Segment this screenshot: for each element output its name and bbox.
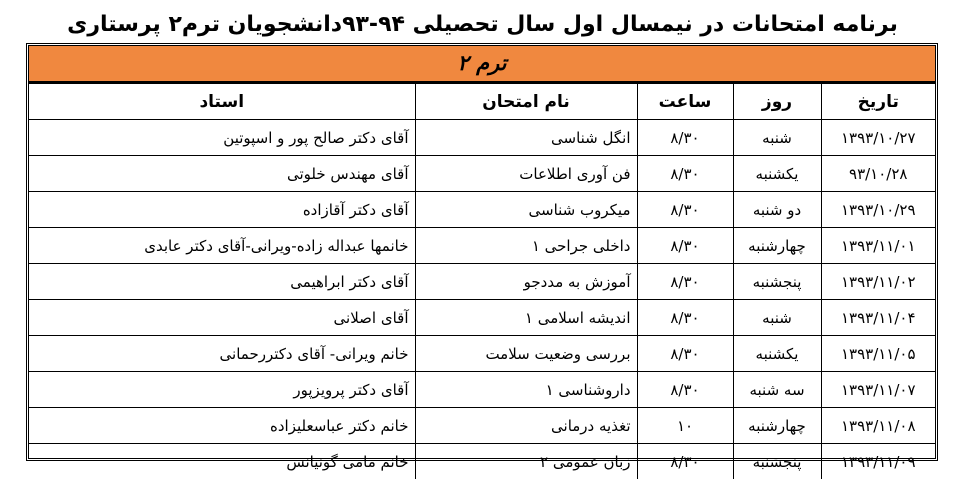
cell-exam: بررسی وضعیت سلامت [415, 336, 637, 372]
cell-exam: انگل شناسی [415, 120, 637, 156]
cell-teacher: آقای دکتر ابراهیمی [29, 264, 415, 300]
table-row [29, 192, 935, 228]
table-row [29, 228, 935, 264]
cell-time: ۸/۳۰ [637, 156, 733, 192]
cell-teacher: خانمها عبداله زاده-ویرانی-آقای دکتر عابدی [29, 228, 415, 264]
cell-time: ۸/۳۰ [637, 192, 733, 228]
cell-time: ۸/۳۰ [637, 444, 733, 480]
cell-day: چهارشنبه [733, 408, 821, 444]
cell-teacher: آقای مهندس خلوتی [29, 156, 415, 192]
header-day: روز [733, 84, 821, 120]
cell-teacher: آقای دکتر پرویزپور [29, 372, 415, 408]
table-row [29, 120, 935, 156]
header-time: ساعت [637, 84, 733, 120]
cell-exam: میکروب شناسی [415, 192, 637, 228]
header-date: تاریخ [821, 84, 935, 120]
cell-teacher: آقای دکتر صالح پور و اسپوتین [29, 120, 415, 156]
cell-exam: داروشناسی ۱ [415, 372, 637, 408]
cell-time: ۸/۳۰ [637, 336, 733, 372]
exam-schedule-table [29, 84, 935, 479]
cell-time: ۸/۳۰ [637, 372, 733, 408]
cell-exam: داخلی جراحی ۱ [415, 228, 637, 264]
cell-exam: فن آوری اطلاعات [415, 156, 637, 192]
cell-date: ۱۳۹۳/۱۰/۲۹ [821, 192, 935, 228]
cell-day: یکشنبه [733, 336, 821, 372]
cell-day: پنجشنبه [733, 444, 821, 480]
cell-date: ۱۳۹۳/۱۱/۰۷ [821, 372, 935, 408]
schedule-frame [26, 43, 938, 471]
table-row [29, 444, 935, 480]
cell-day: شنبه [733, 300, 821, 336]
table-row [29, 156, 935, 192]
cell-time: ۱۰ [637, 408, 733, 444]
table-header-row [29, 84, 935, 120]
cell-date: ۹۳/۱۰/۲۸ [821, 156, 935, 192]
table-row [29, 372, 935, 408]
cell-time: ۸/۳۰ [637, 120, 733, 156]
cell-exam: تغذیه درمانی [415, 408, 637, 444]
cell-exam: اندیشه اسلامی ۱ [415, 300, 637, 336]
document-title: برنامه امتحانات در نیمسال اول سال تحصیلی ۹۴-۹۳دانشجویان ترم۲ پرستاری [67, 12, 898, 37]
cell-time: ۸/۳۰ [637, 264, 733, 300]
cell-time: ۸/۳۰ [637, 300, 733, 336]
cell-date: ۱۳۹۳/۱۱/۰۱ [821, 228, 935, 264]
table-body [29, 120, 935, 480]
cell-teacher: خانم ویرانی- آقای دکتررحمانی [29, 336, 415, 372]
cell-day: سه شنبه [733, 372, 821, 408]
cell-day: چهارشنبه [733, 228, 821, 264]
cell-day: دو شنبه [733, 192, 821, 228]
cell-time: ۸/۳۰ [637, 228, 733, 264]
header-teacher: استاد [29, 84, 415, 120]
cell-date: ۱۳۹۳/۱۱/۰۸ [821, 408, 935, 444]
cell-teacher: خانم دکتر عباسعلیزاده [29, 408, 415, 444]
cell-day: یکشنبه [733, 156, 821, 192]
cell-date: ۱۳۹۳/۱۱/۰۹ [821, 444, 935, 480]
table-row [29, 408, 935, 444]
cell-day: شنبه [733, 120, 821, 156]
cell-day: پنجشنبه [733, 264, 821, 300]
cell-date: ۱۳۹۳/۱۱/۰۵ [821, 336, 935, 372]
table-row [29, 336, 935, 372]
cell-date: ۱۳۹۳/۱۱/۰۴ [821, 300, 935, 336]
table-row [29, 264, 935, 300]
cell-exam: زبان عمومی ۲ [415, 444, 637, 480]
header-exam: نام امتحان [415, 84, 637, 120]
cell-exam: آموزش به مددجو [415, 264, 637, 300]
table-row [29, 300, 935, 336]
cell-date: ۱۳۹۳/۱۱/۰۲ [821, 264, 935, 300]
cell-teacher: آقای دکتر آقازاده [29, 192, 415, 228]
cell-date: ۱۳۹۳/۱۰/۲۷ [821, 120, 935, 156]
cell-teacher: آقای اصلانی [29, 300, 415, 336]
cell-teacher: خانم مامی گونیانس [29, 444, 415, 480]
term-banner: ترم ۲ [29, 46, 935, 84]
